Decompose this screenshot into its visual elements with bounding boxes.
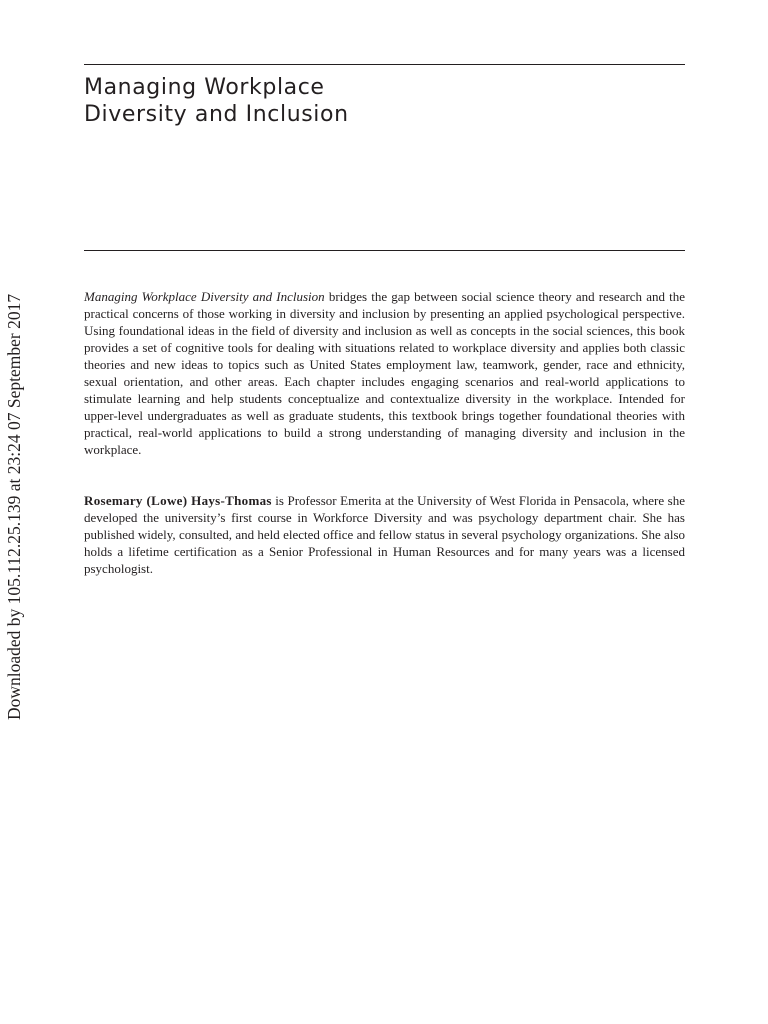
title-line-1: Managing Workplace bbox=[84, 75, 325, 100]
download-watermark: Downloaded by 105.112.25.139 at 23:24 07 September 2017 bbox=[4, 293, 24, 720]
author-bio-text: is Professor Emerita at the University of West Florida in Pensacola, where she developed the university’s first course in Workforce Diversity and was psychology department chair. She has published widely, consulted, and held elected office and fellow status in several psychology organizations. She also holds a lifetime certification as a Senior Professional in Human Resources and for many years was a licensed psychologist. bbox=[84, 493, 685, 576]
top-divider bbox=[84, 64, 685, 65]
author-name: Rosemary (Lowe) Hays-Thomas bbox=[84, 493, 272, 508]
book-description bbox=[84, 288, 685, 458]
book-title-heading bbox=[84, 74, 684, 128]
title-line-2: Diversity and Inclusion bbox=[84, 102, 349, 127]
bottom-divider bbox=[84, 250, 685, 251]
author-bio bbox=[84, 492, 685, 577]
description-book-title: Managing Workplace Diversity and Inclusion bbox=[84, 289, 325, 304]
description-text: bridges the gap between social science theory and research and the practical concerns of those working in diversity and inclusion by presenting an applied psychological perspective. Using foundational ideas in the field of diversity and inclusion as well as concepts in the social sciences, this book provides a set of cognitive tools for dealing with situations related to workplace diversity and applies both classic theories and new ideas to topics such as United States employment law, teamwork, gender, race and ethnicity, sexual orientation, and other areas. Each chapter includes engaging scenarios and real-world applications to stimulate learning and help students conceptualize and contextualize diversity in the workplace. Intended for upper-level undergraduates as well as graduate students, this textbook brings together foundational theories with practical, real-world applications to build a strong understanding of managing diversity and inclusion in the workplace. bbox=[84, 289, 686, 457]
